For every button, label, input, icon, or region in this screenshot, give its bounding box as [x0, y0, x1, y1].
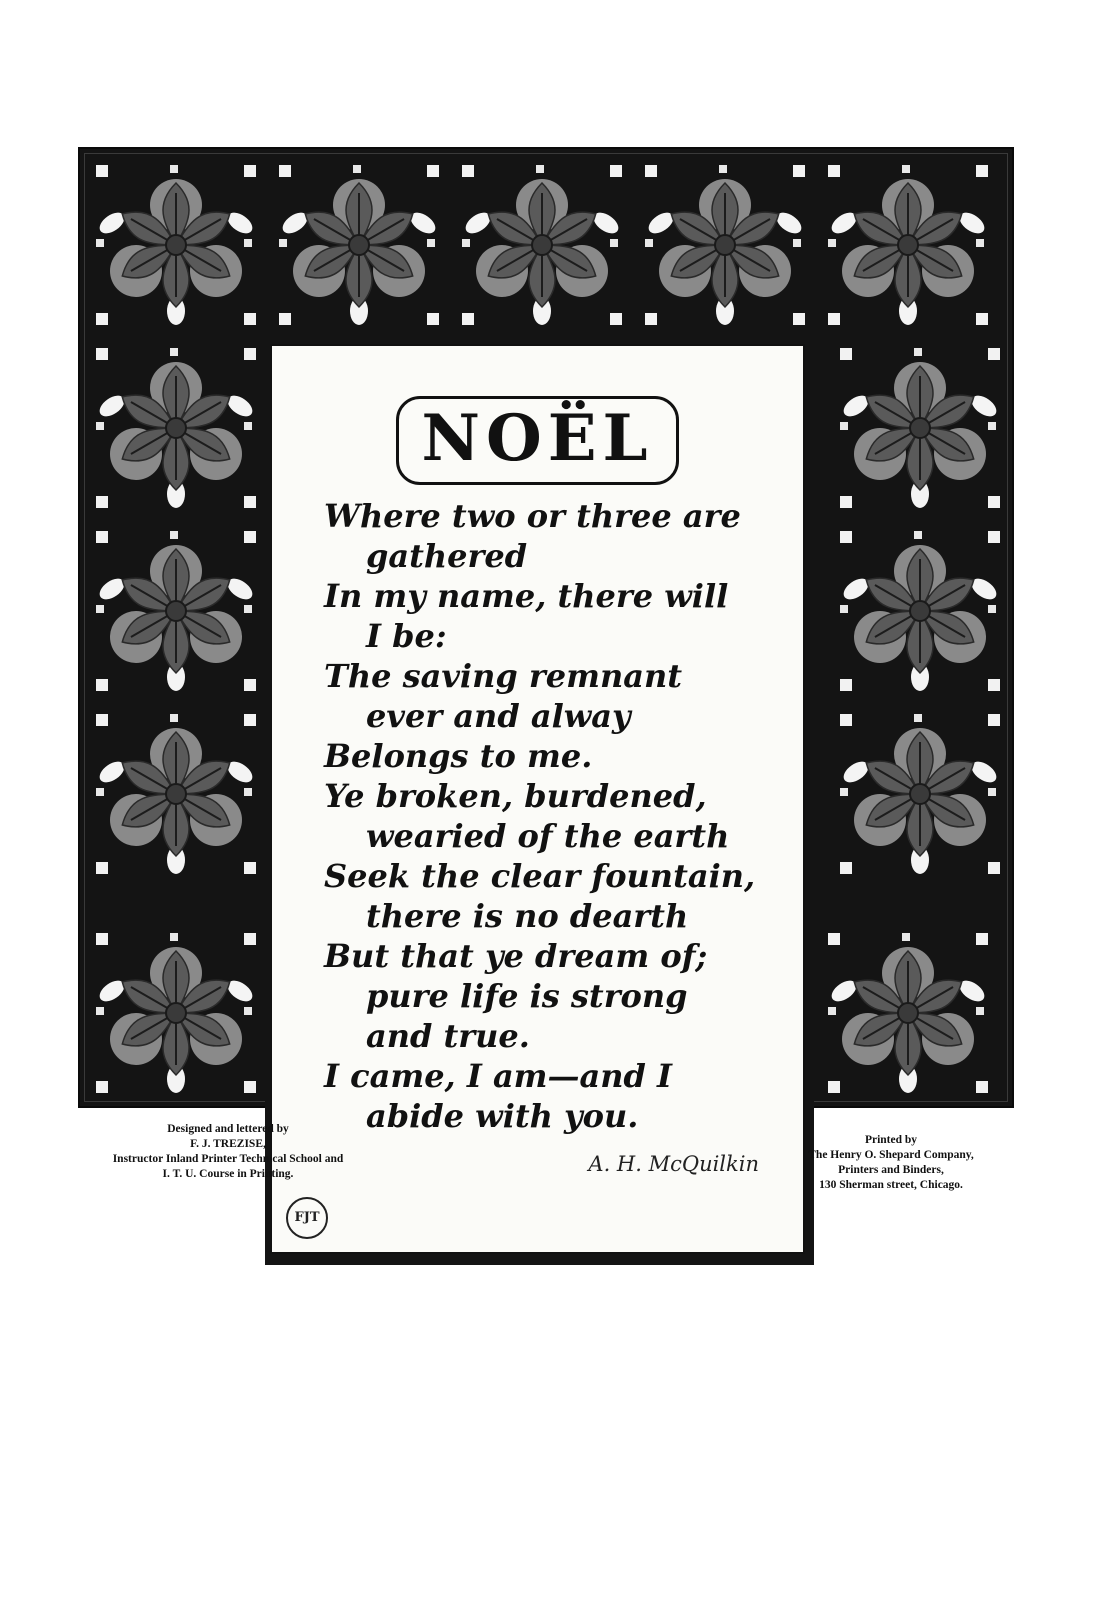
ornament-tile — [84, 702, 268, 886]
ornament-tile — [816, 153, 1000, 337]
poem-line: gathered — [366, 537, 528, 575]
poem-line: abide with you. — [366, 1097, 639, 1135]
ornament-tile — [828, 336, 1012, 520]
poem-line: pure life is strong — [366, 977, 688, 1015]
poem-line: Where two or three are — [324, 497, 741, 535]
ornament-tile — [84, 153, 268, 337]
ornament-tile — [84, 336, 268, 520]
ornament-tile — [816, 921, 1000, 1105]
panel-paper — [270, 344, 805, 1254]
credit-line: F. J. TREZISE, — [190, 1138, 266, 1150]
designer-credit — [78, 1122, 378, 1182]
credit-line: Instructor Inland Printer Technical School and — [112, 1153, 344, 1165]
ornament-tile — [84, 519, 268, 703]
ornament-tile — [267, 153, 451, 337]
credit-line: I. T. U. Course in Printing. — [162, 1168, 294, 1180]
poem-line: I came, I am—and I — [324, 1057, 673, 1095]
ornament-tile — [633, 153, 817, 337]
author-signature: A. H. McQuilkin — [588, 1152, 759, 1176]
poem-line: wearied of the earth — [366, 817, 730, 855]
poem-line: ever and alway — [366, 697, 631, 735]
credit-line: Printers and Binders, — [838, 1164, 944, 1176]
printer-credit — [766, 1133, 1016, 1193]
ornament-tile — [828, 702, 1012, 886]
title-ribbon: NOËL — [396, 396, 678, 485]
poem-line: Ye broken, burdened, — [324, 777, 707, 815]
ornament-tile — [828, 519, 1012, 703]
poem-line: Seek the clear fountain, — [324, 857, 756, 895]
poem-text — [324, 496, 794, 1136]
designer-monogram: FJT — [286, 1197, 328, 1239]
credit-line: Printed by — [864, 1134, 918, 1146]
ornament-tile — [450, 153, 634, 337]
poem-line: In my name, there will — [324, 577, 729, 615]
poem-line: The saving remnant — [324, 657, 682, 695]
poem-title — [272, 396, 803, 485]
poem-line: and true. — [366, 1017, 530, 1055]
poem-line: But that ye dream of; — [324, 937, 708, 975]
poem-line: Belongs to me. — [324, 737, 593, 775]
poem-line: I be: — [366, 617, 447, 655]
credit-line: 130 Sherman street, Chicago. — [819, 1179, 963, 1191]
credit-line: Designed and lettered by — [167, 1123, 289, 1135]
poem-line: there is no dearth — [366, 897, 689, 935]
ornament-tile — [84, 921, 268, 1105]
credit-line: The Henry O. Shepard Company, — [808, 1149, 974, 1161]
